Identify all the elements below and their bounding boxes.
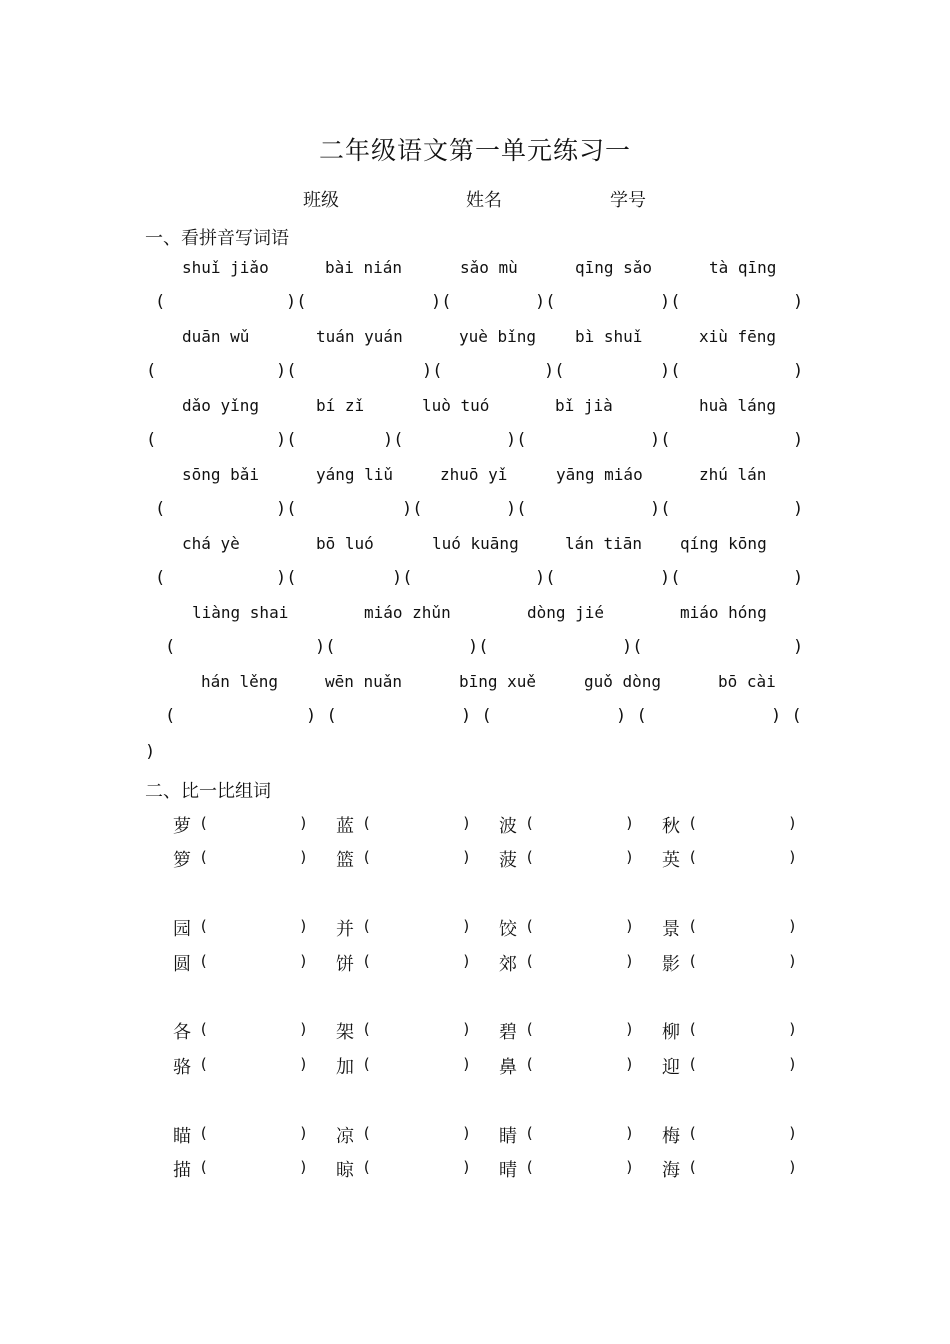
word-blank[interactable]: ( — [199, 1158, 209, 1176]
word-blank-end: ) — [462, 952, 472, 970]
answer-blank[interactable]: )( — [468, 637, 489, 657]
word-blank[interactable]: ( — [199, 952, 209, 970]
word-blank-end: ) — [462, 917, 472, 935]
answer-blank[interactable]: )( — [544, 361, 565, 381]
compare-char: 蓝 — [336, 816, 354, 837]
word-blank-end: ) — [788, 952, 798, 970]
compare-char: 箩 — [173, 850, 191, 871]
compare-char: 英 — [662, 850, 680, 871]
pinyin-label: chá yè — [182, 534, 240, 553]
pinyin-label: luò tuó — [422, 396, 490, 415]
word-blank[interactable]: ( — [688, 1158, 698, 1176]
student-id-label: 学号 — [610, 190, 646, 211]
class-label: 班级 — [303, 190, 339, 211]
answer-blank[interactable]: ) ( — [306, 706, 337, 726]
section2-heading: 二、比一比组词 — [145, 781, 271, 802]
compare-char: 架 — [336, 1022, 354, 1043]
compare-char: 鼻 — [499, 1057, 517, 1078]
pinyin-label: lán tiān — [565, 534, 643, 553]
compare-char: 晾 — [336, 1160, 354, 1181]
word-blank[interactable]: ( — [688, 848, 698, 866]
compare-char: 晴 — [499, 1160, 517, 1181]
answer-blank[interactable]: ) ( — [461, 706, 492, 726]
pinyin-label: hán lěng — [201, 672, 279, 691]
page-title: 二年级语文第一单元练习一 — [318, 136, 631, 165]
pinyin-label: bài nián — [325, 258, 403, 277]
word-blank-end: ) — [299, 1055, 309, 1073]
answer-blank[interactable]: ( — [146, 361, 157, 381]
compare-char: 秋 — [662, 816, 680, 837]
word-blank[interactable]: ( — [199, 1020, 209, 1038]
answer-blank-end: ) — [793, 292, 804, 312]
compare-char: 菠 — [499, 850, 517, 871]
word-blank-end: ) — [788, 1158, 798, 1176]
word-blank-end: ) — [299, 1020, 309, 1038]
answer-blank[interactable]: )( — [402, 499, 423, 519]
word-blank-end: ) — [625, 1020, 635, 1038]
answer-blank[interactable]: ( — [155, 568, 166, 588]
answer-blank[interactable]: )( — [506, 430, 527, 450]
word-blank[interactable]: ( — [525, 1124, 535, 1142]
answer-blank[interactable]: )( — [650, 499, 671, 519]
word-blank[interactable]: ( — [688, 1124, 698, 1142]
answer-blank[interactable]: )( — [650, 430, 671, 450]
word-blank-end: ) — [462, 1055, 472, 1073]
answer-blank[interactable]: ( — [155, 499, 166, 519]
answer-blank-end: ) — [793, 499, 804, 519]
compare-char: 并 — [336, 919, 354, 940]
word-blank-end: ) — [299, 952, 309, 970]
word-blank-end: ) — [625, 848, 635, 866]
compare-char: 景 — [662, 919, 680, 940]
compare-char: 加 — [336, 1057, 354, 1078]
word-blank[interactable]: ( — [199, 1055, 209, 1073]
word-blank-end: ) — [462, 848, 472, 866]
word-blank-end: ) — [462, 1124, 472, 1142]
pinyin-label: miáo hóng — [680, 603, 767, 622]
pinyin-label: miáo zhǔn — [364, 603, 451, 622]
pinyin-label: zhú lán — [699, 465, 767, 484]
pinyin-label: qīng sǎo — [575, 258, 653, 277]
word-blank[interactable]: ( — [525, 848, 535, 866]
compare-char: 篮 — [336, 850, 354, 871]
pinyin-label: bō cài — [718, 672, 776, 691]
word-blank-end: ) — [625, 952, 635, 970]
answer-blank[interactable]: )( — [286, 292, 307, 312]
answer-blank[interactable]: )( — [660, 568, 681, 588]
word-blank-end: ) — [625, 917, 635, 935]
pinyin-label: wēn nuǎn — [325, 672, 403, 691]
answer-blank[interactable]: )( — [535, 292, 556, 312]
compare-char: 各 — [173, 1022, 191, 1043]
word-blank-end: ) — [462, 1020, 472, 1038]
word-blank-end: ) — [625, 1158, 635, 1176]
answer-blank-end: ) — [793, 361, 804, 381]
pinyin-label: tà qīng — [709, 258, 777, 277]
answer-blank[interactable]: )( — [535, 568, 556, 588]
word-blank[interactable]: ( — [688, 1020, 698, 1038]
word-blank[interactable]: ( — [199, 848, 209, 866]
pinyin-label: huà láng — [699, 396, 777, 415]
word-blank-end: ) — [625, 1124, 635, 1142]
word-blank[interactable]: ( — [199, 1124, 209, 1142]
pinyin-label: liàng shai — [192, 603, 289, 622]
pinyin-label: luó kuāng — [432, 534, 519, 553]
compare-char: 波 — [499, 816, 517, 837]
pinyin-label: bō luó — [316, 534, 374, 553]
word-blank[interactable]: ( — [525, 814, 535, 832]
compare-char: 饺 — [499, 919, 517, 940]
section1-heading: 一、看拼音写词语 — [145, 228, 289, 249]
answer-blank-end: ) — [793, 430, 804, 450]
compare-char: 海 — [662, 1160, 680, 1181]
word-blank-end: ) — [462, 814, 472, 832]
answer-blank[interactable]: )( — [276, 568, 297, 588]
word-blank[interactable]: ( — [362, 814, 372, 832]
compare-char: 瞄 — [173, 1126, 191, 1147]
word-blank-end: ) — [299, 848, 309, 866]
word-blank[interactable]: ( — [688, 952, 698, 970]
word-blank[interactable]: ( — [199, 814, 209, 832]
pinyin-label: shuǐ jiǎo — [182, 258, 269, 277]
pinyin-label: duān wǔ — [182, 327, 250, 346]
word-blank[interactable]: ( — [362, 1055, 372, 1073]
answer-blank[interactable]: )( — [276, 430, 297, 450]
word-blank-end: ) — [299, 917, 309, 935]
pinyin-label: zhuō yǐ — [440, 465, 508, 484]
word-blank[interactable]: ( — [362, 1158, 372, 1176]
answer-blank[interactable]: )( — [315, 637, 336, 657]
answer-blank[interactable]: ( — [165, 637, 176, 657]
word-blank[interactable]: ( — [362, 917, 372, 935]
pinyin-label: qíng kōng — [680, 534, 767, 553]
compare-char: 碧 — [499, 1022, 517, 1043]
answer-blank-end: ) — [793, 568, 804, 588]
answer-blank[interactable]: )( — [660, 292, 681, 312]
word-blank-end: ) — [788, 1020, 798, 1038]
word-blank-end: ) — [625, 1055, 635, 1073]
word-blank-end: ) — [788, 848, 798, 866]
pinyin-label: dǎo yǐng — [182, 396, 260, 415]
answer-blank[interactable]: ( — [155, 292, 166, 312]
compare-char: 睛 — [499, 1126, 517, 1147]
answer-blank[interactable]: )( — [392, 568, 413, 588]
pinyin-label: bí zǐ — [316, 396, 365, 415]
compare-char: 萝 — [173, 816, 191, 837]
pinyin-label: xiù fēng — [699, 327, 777, 346]
word-blank[interactable]: ( — [525, 1055, 535, 1073]
compare-char: 圆 — [173, 954, 191, 975]
answer-blank[interactable]: )( — [276, 361, 297, 381]
answer-blank[interactable]: ( — [146, 430, 157, 450]
answer-blank[interactable]: )( — [422, 361, 443, 381]
compare-char: 梅 — [662, 1126, 680, 1147]
pinyin-label: bīng xuě — [459, 672, 537, 691]
compare-char: 饼 — [336, 954, 354, 975]
word-blank[interactable]: ( — [525, 917, 535, 935]
pinyin-label: yáng liǔ — [316, 465, 394, 484]
word-blank-end: ) — [788, 1124, 798, 1142]
pinyin-label: bǐ jià — [555, 396, 613, 415]
word-blank-end: ) — [462, 1158, 472, 1176]
word-blank-end: ) — [788, 1055, 798, 1073]
word-blank[interactable]: ( — [688, 1055, 698, 1073]
answer-blank[interactable]: ) ( — [771, 706, 802, 726]
pinyin-label: guǒ dòng — [584, 672, 662, 691]
answer-blank-end: ) — [145, 742, 156, 762]
compare-char: 骆 — [173, 1057, 191, 1078]
word-blank-end: ) — [788, 814, 798, 832]
answer-blank[interactable]: )( — [660, 361, 681, 381]
word-blank[interactable]: ( — [525, 1020, 535, 1038]
answer-blank[interactable]: ( — [165, 706, 176, 726]
answer-blank[interactable]: )( — [506, 499, 527, 519]
word-blank-end: ) — [299, 1158, 309, 1176]
answer-blank-end: ) — [793, 637, 804, 657]
word-blank-end: ) — [299, 814, 309, 832]
word-blank[interactable]: ( — [362, 848, 372, 866]
word-blank[interactable]: ( — [688, 917, 698, 935]
answer-blank[interactable]: )( — [622, 637, 643, 657]
word-blank[interactable]: ( — [362, 1020, 372, 1038]
word-blank[interactable]: ( — [362, 1124, 372, 1142]
compare-char: 描 — [173, 1160, 191, 1181]
compare-char: 郊 — [499, 954, 517, 975]
compare-char: 凉 — [336, 1126, 354, 1147]
answer-blank[interactable]: )( — [431, 292, 452, 312]
name-label: 姓名 — [466, 190, 502, 211]
compare-char: 影 — [662, 954, 680, 975]
answer-blank[interactable]: ) ( — [616, 706, 647, 726]
pinyin-label: sǎo mù — [460, 258, 518, 277]
pinyin-label: sōng bǎi — [182, 465, 260, 484]
word-blank[interactable]: ( — [688, 814, 698, 832]
word-blank[interactable]: ( — [362, 952, 372, 970]
pinyin-label: yuè bǐng — [459, 327, 537, 346]
word-blank[interactable]: ( — [199, 917, 209, 935]
answer-blank[interactable]: )( — [276, 499, 297, 519]
pinyin-label: tuán yuán — [316, 327, 403, 346]
word-blank-end: ) — [625, 814, 635, 832]
pinyin-label: yāng miáo — [556, 465, 643, 484]
pinyin-label: bì shuǐ — [575, 327, 643, 346]
answer-blank[interactable]: )( — [383, 430, 404, 450]
compare-char: 柳 — [662, 1022, 680, 1043]
word-blank[interactable]: ( — [525, 952, 535, 970]
compare-char: 园 — [173, 919, 191, 940]
compare-char: 迎 — [662, 1057, 680, 1078]
word-blank-end: ) — [788, 917, 798, 935]
word-blank-end: ) — [299, 1124, 309, 1142]
pinyin-label: dòng jié — [527, 603, 605, 622]
word-blank[interactable]: ( — [525, 1158, 535, 1176]
